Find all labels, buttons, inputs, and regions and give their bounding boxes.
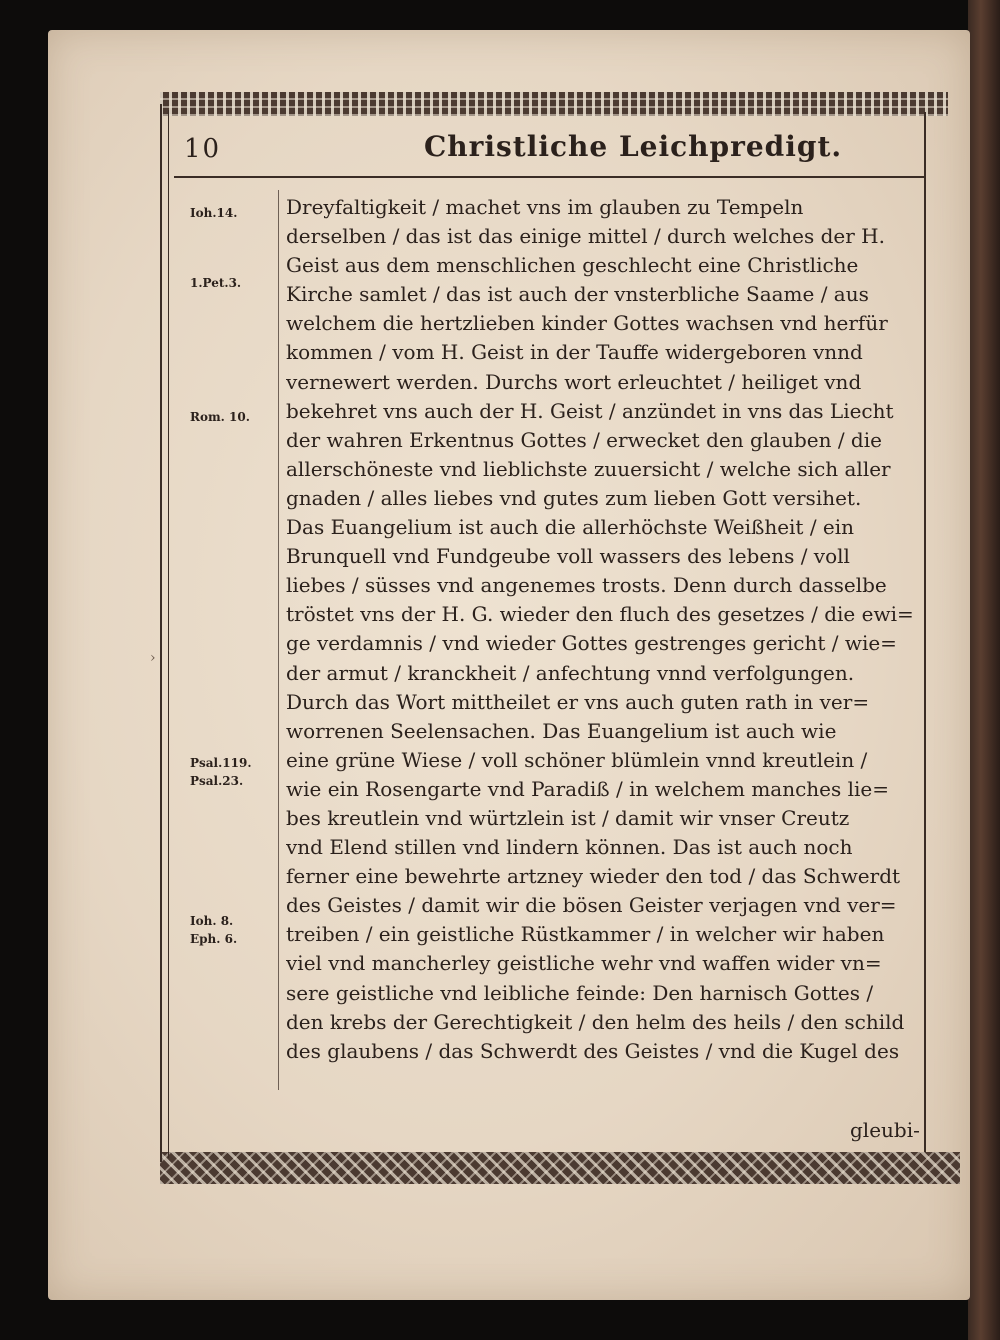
text-line: des Geistes / damit wir die bösen Geister verjagen vnd ver= bbox=[286, 893, 897, 918]
text-line: ge verdamnis / vnd wieder Gottes gestrenges gericht / wie= bbox=[286, 631, 897, 656]
text-line: gnaden / alles liebes vnd gutes zum lieben Gott versihet. bbox=[286, 485, 862, 510]
page-number: 10 bbox=[184, 134, 222, 164]
text-line: der armut / kranckheit / anfechtung vnnd verfolgungen. bbox=[286, 660, 855, 685]
text-line: kommen / vom H. Geist in der Tauffe widergeboren vnnd bbox=[286, 340, 863, 365]
margin-column-rule bbox=[278, 190, 279, 1090]
top-ornamental-border bbox=[160, 92, 948, 116]
text-line: den krebs der Gerechtigkeit / den helm des heils / den schild bbox=[286, 1009, 905, 1034]
text-line: Durch das Wort mittheilet er vns auch guten rath in ver= bbox=[286, 689, 870, 714]
margin-note-psalm-23: Psal.23. bbox=[190, 774, 244, 788]
left-inner-frame-rule bbox=[168, 110, 169, 1158]
text-line: bekehret vns auch der H. Geist / anzündet in vns das Liecht bbox=[286, 398, 894, 423]
right-frame-rule bbox=[924, 112, 926, 1152]
bottom-ornamental-border bbox=[160, 1152, 960, 1184]
text-line: des glaubens / das Schwerdt des Geistes / vnd die Kugel des bbox=[286, 1038, 900, 1063]
text-line: sere geistliche vnd leibliche feinde: Den harnisch Gottes / bbox=[286, 980, 874, 1005]
margin-note-romans-10: Rom. 10. bbox=[190, 410, 250, 424]
text-line: bes kreutlein vnd würtzlein ist / damit wir vnser Creutz bbox=[286, 805, 850, 830]
margin-note-ephesians-6: Eph. 6. bbox=[190, 932, 238, 946]
text-line: worrenen Seelensachen. Das Euangelium ist auch wie bbox=[286, 718, 837, 743]
text-line: der wahren Erkentnus Gottes / erwecket den glauben / die bbox=[286, 427, 882, 452]
text-line: ferner eine bewehrte artzney wieder den tod / das Schwerdt bbox=[286, 864, 901, 889]
text-line: tröstet vns der H. G. wieder den fluch des gesetzes / die ewi= bbox=[286, 602, 914, 627]
text-line: Dreyfaltigkeit / machet vns im glauben zu Tempeln bbox=[286, 195, 804, 219]
text-line: eine grüne Wiese / voll schöner blümlein vnnd kreutlein / bbox=[286, 747, 868, 772]
text-line: viel vnd mancherley geistliche wehr vnd waffen wider vn= bbox=[286, 951, 882, 976]
margin-note-psalm-119: Psal.119. bbox=[190, 756, 252, 770]
book-page-edge bbox=[968, 0, 1000, 1340]
text-line: Geist aus dem menschlichen geschlecht eine Christliche bbox=[286, 253, 859, 278]
margin-note-1-peter-3: 1.Pet.3. bbox=[190, 276, 242, 290]
text-line: vernewert werden. Durchs wort erleuchtet / heiliget vnd bbox=[286, 369, 862, 394]
text-line: Das Euangelium ist auch die allerhöchste Weißheit / ein bbox=[286, 515, 855, 540]
text-line: allerschöneste vnd lieblichste zuuersicht / welche sich aller bbox=[286, 456, 891, 481]
margin-note-john-14: Ioh.14. bbox=[190, 206, 238, 220]
text-line: Kirche samlet / das ist auch der vnsterbliche Saame / aus bbox=[286, 282, 869, 307]
text-line: vnd Elend stillen vnd lindern können. Das ist auch noch bbox=[286, 835, 853, 860]
left-frame-rule bbox=[160, 104, 162, 1162]
text-line: welchem die hertzlieben kinder Gottes wachsen vnd herfür bbox=[286, 311, 888, 336]
catchword: gleubi- bbox=[850, 1118, 920, 1142]
running-head: Christliche Leichpredigt. bbox=[424, 130, 843, 163]
text-line: Brunquell vnd Fundgeube voll wassers des lebens / voll bbox=[286, 544, 850, 569]
text-line: treiben / ein geistliche Rüstkammer / in welcher wir haben bbox=[286, 922, 885, 947]
margin-note-john-8: Ioh. 8. bbox=[190, 914, 234, 928]
text-line: derselben / das ist das einige mittel / durch welches der H. bbox=[286, 224, 885, 249]
header-rule bbox=[174, 176, 924, 178]
sermon-body-text bbox=[286, 193, 922, 1066]
text-line: liebes / süsses vnd angenemes trosts. Denn durch dasselbe bbox=[286, 573, 887, 598]
text-line: wie ein Rosengarte vnd Paradiß / in welchem manches lie= bbox=[286, 776, 890, 801]
marginal-ink-mark: › bbox=[150, 650, 156, 666]
